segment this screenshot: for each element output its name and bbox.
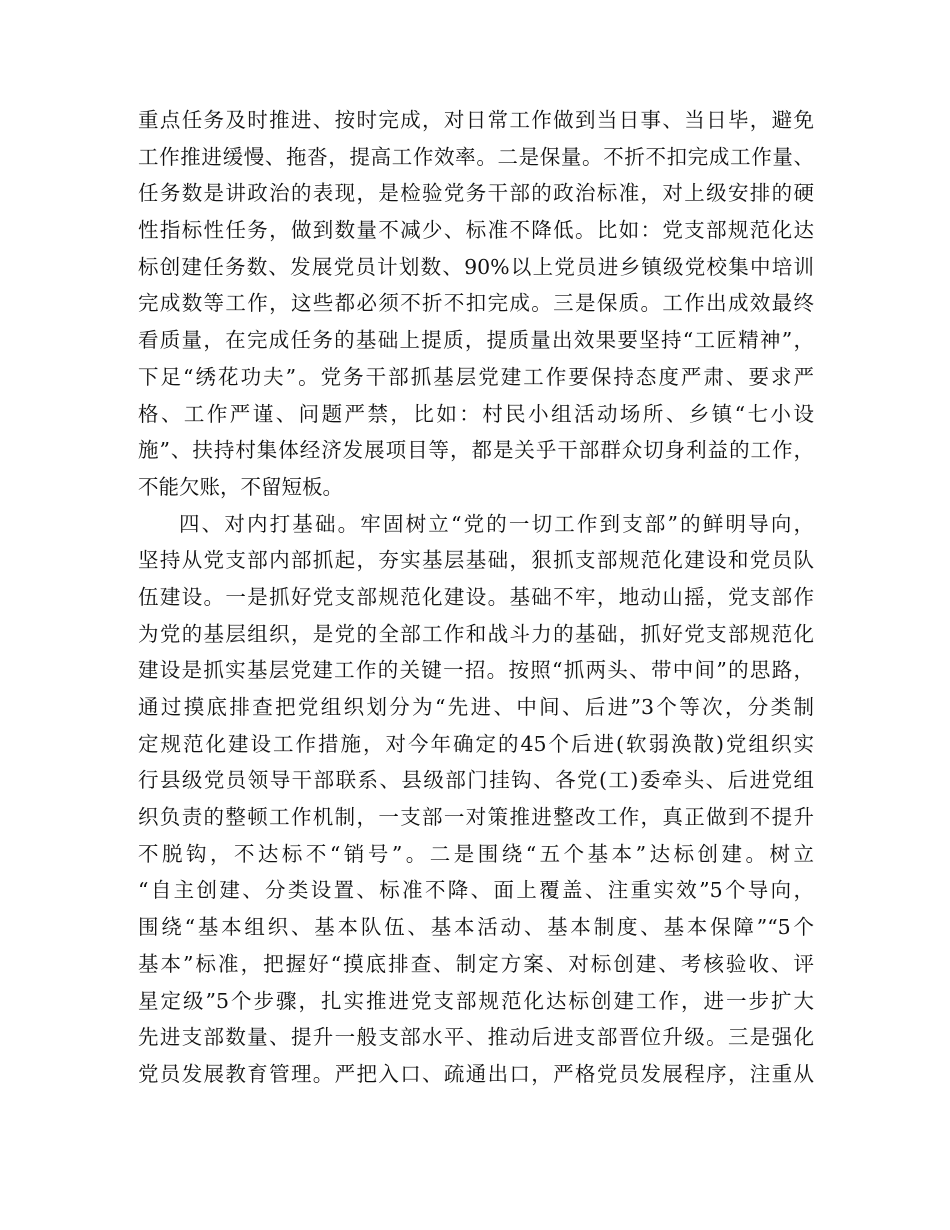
text-line: 重点任务及时推进、按时完成，对日常工作做到当日事、当日毕，避免 (138, 108, 814, 132)
document-body (138, 102, 814, 1093)
text-line: 通过摸底排查把党组织划分为“先进、中间、后进”3个等次，分类制 (138, 695, 814, 719)
text-line: 任务数是讲政治的表现，是检验党务干部的政治标准，对上级安排的硬 (138, 181, 814, 206)
text-line: 先进支部数量、提升一般支部水平、推动后进支部晋位升级。三是强化 (138, 1025, 814, 1050)
text-line: 完成数等工作，这些都必须不折不扣完成。三是保质。工作出成效最终 (138, 291, 814, 316)
text-line: 为党的基层组织，是党的全部工作和战斗力的基础，抓好党支部规范化 (138, 621, 814, 646)
text-line: 性指标性任务，做到数量不减少、标准不降低。比如：党支部规范化达 (138, 218, 814, 243)
text-line: 建设是抓实基层党建工作的关键一招。按照“抓两头、带中间”的思路， (138, 658, 814, 683)
text-line: 坚持从党支部内部抓起，夯实基层基础，狠抓支部规范化建设和党员队 (138, 548, 814, 573)
text-line: 下足“绣花功夫”。党务干部抓基层党建工作要保持态度严肃、要求严 (138, 364, 814, 389)
paragraph-start-line: 四、对内打基础。牢固树立“党的一切工作到支部”的鲜明导向， (179, 511, 814, 536)
text-line: 标创建任务数、发展党员计划数、90%以上党员进乡镇级党校集中培训 (138, 254, 814, 279)
text-line: 定规范化建设工作措施，对今年确定的45个后进(软弱涣散)党组织实 (138, 731, 814, 756)
text-line: 施”、扶持村集体经济发展项目等，都是关乎干部群众切身利益的工作， (138, 438, 814, 463)
text-line: “自主创建、分类设置、标准不降、面上覆盖、注重实效”5个导向， (138, 878, 814, 903)
text-line: 不脱钩，不达标不“销号”。二是围绕“五个基本”达标创建。树立 (138, 841, 814, 866)
text-line: 围绕“基本组织、基本队伍、基本活动、基本制度、基本保障”“5个 (138, 915, 814, 940)
text-line: 不能欠账，不留短板。 (138, 474, 343, 499)
text-line: 织负责的整顿工作机制，一支部一对策推进整改工作，真正做到不提升 (138, 805, 814, 830)
text-line: 行县级党员领导干部联系、县级部门挂钩、各党(工)委牵头、后进党组 (138, 768, 814, 793)
text-line: 看质量，在完成任务的基础上提质，提质量出效果要坚持“工匠精神”， (138, 328, 814, 353)
text-line: 格、工作严谨、问题严禁，比如：村民小组活动场所、乡镇“七小设 (138, 401, 814, 426)
text-line: 星定级”5个步骤，扎实推进党支部规范化达标创建工作，进一步扩大 (138, 988, 814, 1013)
text-line: 伍建设。一是抓好党支部规范化建设。基础不牢，地动山摇，党支部作 (138, 584, 814, 609)
text-line: 基本”标准，把握好“摸底排查、制定方案、对标创建、考核验收、评 (138, 951, 814, 976)
text-line: 工作推进缓慢、拖沓，提高工作效率。二是保量。不折不扣完成工作量、 (138, 144, 814, 169)
text-line: 党员发展教育管理。严把入口、疏通出口，严格党员发展程序，注重从 (138, 1061, 814, 1086)
